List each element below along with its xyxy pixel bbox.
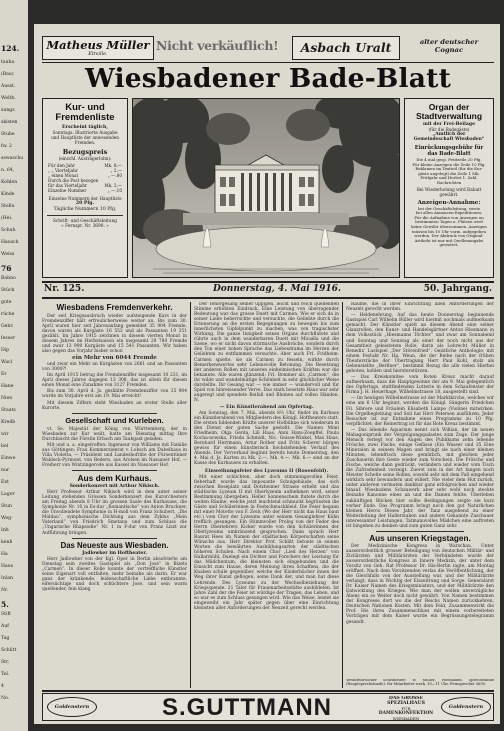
neueste-subhead: Jadlowker im Hoftheater. <box>82 550 147 556</box>
gs-para-2: Mit und u. a. eingetroffen: Ingenieur von Williams mit Familie aus Göttingen; Frau Kommerzienrat v. Lobsch am Dubelhaus in Villa Violetta, — Präsident und Landeshofräte der Fürsentümer Waldeck-Pyrmont, von Redern, aus Arolsen im Nassauer Hof. — Freiherr von Wintzingerode aus Kassel im Nassauer Hof. <box>42 442 187 469</box>
box-note-3: Tägliche Nummern 10 Pfg. <box>53 207 117 212</box>
ad-nicht-verkaeuflich-text: Nicht verkäuflich! <box>156 38 279 53</box>
c3-para-4: — Im heutigen Wilhelmstrasse ist der Marktkirche, welches wir eine am 6 Uhr beginnt, werden die Königl. Sängerin Friedchen Fil. Sibrere und Fräulein Elisabeth Lampe (Violine) mitwirken. Die Orgelbegleitung und Soli hat Herr Petersen ausführen. Jeder Besucher ist zur Entnahme eines Programms zu 10 Pfg. verpflichtet; der Reinertrag ist für das Rote Kreuz bestimmt. <box>346 396 494 427</box>
column-1 <box>42 302 187 690</box>
previous-page-line: nur <box>1 468 10 473</box>
fv-para-1: Der seit Kriegsausbruch wieder aufsteigende Kurs in der Fremdenziffer hält erfreulicherweise weiter an. Bis zum 30. April waren hier seit Jahresanfang gemeldet 35 904 Fremde, davon waren als Kurgäste 16 553 und als Passanten 19 351 gezählt. Im Jahre 1915 zeichnen in diesem vierten Monat in diesem Jahres im Herbstsaison ein insgesamt 29 780 Fremde und zwar 13 990 Kurgäste und 15 541 Passanten. Wir haben also gegen das Vorjahr bisher schon <box>42 314 187 355</box>
previous-page-line: Haus <box>1 564 14 569</box>
previous-page-line: Nien <box>1 396 13 401</box>
ad-matheus-mueller-title: Matheus Müller <box>46 38 150 52</box>
column-rule-2 <box>342 302 343 688</box>
price-value: „ 2.— <box>110 168 122 173</box>
previous-page-line: Stift <box>1 612 12 617</box>
previous-page-line: kenh <box>1 540 13 545</box>
info-line: bei allen Annoncen-Expeditionen. <box>415 210 483 216</box>
previous-page-line: 76 <box>1 264 12 273</box>
previous-page-line: Weg- <box>1 516 13 521</box>
tagline-2: SPEZIALHAUS <box>387 701 425 706</box>
previous-page-line: 4 <box>1 684 4 689</box>
previous-page-line: Weltb. <box>1 96 16 101</box>
previous-page-line: (Hei. <box>1 216 13 221</box>
ad-asbach-uralt-text: Asbach Uralt <box>300 40 392 55</box>
previous-page-line: No. <box>1 696 10 701</box>
previous-page-line: sswaschu <box>1 156 24 161</box>
goldenstern-logo-left <box>47 697 97 717</box>
price-value: Mk. 2.— <box>104 183 122 188</box>
price-table <box>48 163 122 193</box>
kt-para-1: Der Medizinische Kongress in Warschau. Unter ausserordentlich grosser Beteiligung von deutschen Militär- und Zivilärzten und Militärärzten der Verbündeten wurde der ausserordentliche Kongress in Innere Medizin, der unter dem Vorsitz von Geh. Rat Professor Dr. His-Berlin tagte, am Montag eröffnet. Nach dem Vorsitzenden verlas die Veröffentlichung, der die Gleichfalls von der Ausstellung war, und der Militärärzte verlangt, dass in Wichtig der Eiszeitrung und Sorge. Generalarzt Dr. Kaiser Namen des Kriegsministers, und der Militärärzte den Entwicklung des Krieges. Wie man der wollen unverzügliche Äbens ein so Weiter doch nicht gewährt. Von Namen bestimmen der Kongresse dort wo die der Reichs Namen zurückkehren, Deutschen Nationen Kosten. Mit dem Feld, Zusammenwirkt die Prof. His ihres Zusammenschluss mit einem vorbereiteten Vorträgen mit dem Kaiser wurde ein Begrüssungstelegramm gesandt. <box>346 543 494 625</box>
subscription-box <box>42 98 128 278</box>
previous-page-line: n. 64, <box>1 168 15 173</box>
logo-right-text: Goldenstern <box>448 704 484 710</box>
gs-para-1: vt. Se. Majestät der König von Württemberg, der in Wiesbaden zur Kur weilt, hatte am Dienstag mittag Ihre Durchlaucht die Fürstin Erbach am Taubgast geladen. <box>42 426 187 442</box>
previous-page-line: Kohlen <box>1 180 18 185</box>
imprint <box>346 679 494 690</box>
info-line: keine Gewähr übernommen. Anzeigen <box>411 223 487 229</box>
footer-rule <box>42 690 494 692</box>
c3-para-1: Räume, die in ihrer Einrichtung allen Anforderungen der Neuzeit gerecht werden. <box>346 302 494 313</box>
previous-page-line: wir <box>1 432 9 437</box>
c2-heading-kuenstlerabend: — Ein Künstlerabend am Opfertag. <box>219 403 314 410</box>
previous-page-line: fesser <box>1 336 16 341</box>
article-kriegstage <box>346 544 494 625</box>
column-3-text <box>346 302 494 529</box>
price-row <box>48 188 122 193</box>
ein-line3: gewährt. <box>439 191 459 197</box>
nw-para-1: Herr Jadlowker von der Kgl. Oper in Berlin absolvierte am Dienstag sein zweites Gastspiel als „Don José“ in Bizets „Carmen“. In dieser Rolle konnte der vortreffliche Künstler seine Eigenart voll entfalten, mehr beinahe als darin. Er war ganz der kränkende, leidenschaftliche Liebe entbrannte, eifersüchtige und doch schüchtere Jose, und sein warm quellender, fein klang <box>42 556 187 592</box>
previous-page-line: Auf <box>1 624 9 629</box>
box-title-line2: Fremdenliste <box>55 112 115 123</box>
price-value: „ —.10 <box>107 188 122 193</box>
tagline-4: DAMENKONFEKTION <box>378 711 434 716</box>
box-sub-2: Sonntags: Illustrierte Ausgabe <box>52 130 118 135</box>
fv-highlight: ein Mehr von 6044 Fremde <box>72 354 157 361</box>
info-line: Für die Aufnahme von Anzeigen an <box>414 214 484 220</box>
previous-page-line: Inlan <box>1 576 13 581</box>
heading-gesellschaft: Gesellschaft und Kurleben. <box>65 415 164 425</box>
box-note-1: Einzeine Nummern der Hauptliste <box>48 196 122 201</box>
guttmann-tagline <box>373 696 439 720</box>
box-bezug-sub: (einschl. Austrägerlohn): <box>58 156 112 161</box>
issue-year: 50. Jahrgang. <box>423 284 492 294</box>
tagline-3: FÜR <box>401 706 411 711</box>
price-value: Mk. 8.— <box>104 163 122 168</box>
guttmann-brand <box>127 694 367 721</box>
previous-page-line: Bahno <box>1 276 16 281</box>
c3-para-3: — Das Kreiskomitee vom Roten Kreuz macht darauf aufmerksam, dass die Hauptgewinne der am 9. Mai gelegentlich des Opfertags, stattfindenden Lotterie in dem Schaufenster der Firma J. H. Heuerhage, Wilhelmstrasse 18, ausgestellt sind. <box>346 375 494 396</box>
previous-page-line: Ext <box>1 480 9 485</box>
organ-sub-2: (für die Badegäste) <box>428 127 470 132</box>
article-gesellschaft <box>42 427 187 469</box>
info-line: Die 4 mal gesp. Petitzeile 20 Pfg. <box>416 157 482 162</box>
imprint-text: Verantwortlicher Schriftleiter: W. Müller, Wiesbaden. Sprechstunde (Hauptsprechstunde): für Mitarbeiter werk. 10—11 Uhr. Fernsprecher 3690. <box>346 679 494 686</box>
organ-sub-3: „Amtlich der <box>432 132 466 137</box>
info-line: Für kleine Anzeigen die Zeile 10 Pfg. <box>412 161 486 167</box>
previous-page-line: Hane <box>1 384 14 389</box>
kurhaus-illustration <box>133 99 399 277</box>
logo-left-text: Goldenstern <box>54 704 90 710</box>
previous-page-line: 5. <box>1 600 9 609</box>
organ-sub-1: mit der Frei-Beilage <box>422 122 476 127</box>
previous-page-line: Staats <box>1 408 16 413</box>
goldenstern-logo-right <box>441 697 491 717</box>
previous-page-line: (Bau) <box>1 72 14 77</box>
kurhaus-subhead: Sonderkonzert mit Arthur Nikisch. <box>69 484 160 490</box>
previous-page-line: Gebr. <box>1 324 14 329</box>
fv-para-3: Im April 1915 betrug die Fremdenziffer insgesamt 10 231, im April dieses Jahres dagegen 13 308, das ist allein für diesen einen Monat eine Zunahme von 3127 Fremden. <box>42 372 187 388</box>
column-2 <box>194 302 339 690</box>
previous-page-line: Kinde <box>1 192 15 197</box>
info-line: bestimmten Tagen u. Plätzen wird <box>415 219 483 225</box>
box-contact-1: Schrift- und Geschäftsleitung <box>52 219 118 224</box>
previous-page-line: Tel. <box>1 672 10 677</box>
price-label: „ einen Monat <box>48 173 79 178</box>
info-line: gestattet. <box>439 242 459 248</box>
c2-para-3: Mit einer schlichten, aber doch stimmungsvollen Feier, fieberhaft wurde das imposante Schulgebäude, das sich zwischen Boseplatz und Dotzheimer Strasse erhebt und das städtische Lyzeum II mit Oberlyzeum aufnehmen wird, seiner Bestimmung übergeben. Heller Sonnenschein flutete durch die weiten Räume, welche jetzt leuchtend schmuckt begrüssten die Gäste und Schülerinnen in Festschmuckkleid. Die Feier begann mit einer Motette von F. Zeck (Wo der Herr nicht das Haus baut etc.) vom Chor der Lyzeums unter seinem Gesanglehrer Kühn trefflich gesungen. Ein Stimmvoller Prolog von der Feder des Herrn Oberlehrers Kicker wurde von den Schülerinnen der Oberlyzeums umkränzend gesprochen. Dann sprach Herr Baurat Hees im Namen der städtischen Körperschaften seine Wünsche aus. Herr Direktor Prof. Schlitt betonte in seinen Worten die bewährten Ausbildungsarten der städtischen höheren Schulen. Nach einem Chor „Lied des Herzen“ von Hallarmühl, Duelegt ein Dichter und Forschers der Leistung für das Mädchentum, die kleinsten sich eingebunden und die Einsicht zum Hause, deren Meinung ihren Schaffens, die der Knaben schule gegenüber, welche der Kinderbücher innen der Weg ihrer Kunst geflogen, seine Dank der, und man hat diese Lehrende. Des Lyzeums zu der Wechselbeziehung der Kriegsspende. 21 Taler für Frauenarbeitsstätte ausbildeten. Ist Jahre Zahl der die Feier ist würdige der Tragen, das Leben, und so war es zum Schluss gesungen wird. Wie das Weise, leistet sie eingeweiht ein Jahr später gegen über eine Einrichtung kleinsten aller Anforderungen der Neuzeit gerecht werden. <box>194 474 339 611</box>
fv-para-5: Mit diesem Ziffern steht Wiesbaden an erster Stelle aller Kurorte. <box>42 400 187 411</box>
dateline <box>42 283 494 297</box>
ad-matheus-mueller-sub: Eltville. <box>88 51 108 57</box>
previous-page-line: gute <box>1 300 12 305</box>
box-bezug-title: Bezugspreis <box>62 148 108 156</box>
ein-line2: Bei Wiederholung wird Rabatt <box>416 186 482 192</box>
organ-box <box>404 98 494 278</box>
article-neueste <box>42 557 187 592</box>
previous-page-number: 124. <box>1 44 20 53</box>
ad-cognac-line2: Cognac <box>434 46 464 54</box>
ad-asbach-uralt <box>292 36 400 60</box>
guttmann-ad <box>42 693 494 721</box>
masthead <box>42 62 494 96</box>
box-sub-3: und Hauptliste der anwesenden <box>51 135 119 140</box>
info-line: werden. Der Abdruck von Original- <box>414 233 484 239</box>
box-title-line1: Kur- und <box>65 102 105 113</box>
price-label: Für den Jahr <box>48 163 75 168</box>
previous-page-line: Ausst. <box>1 84 16 89</box>
c2-heading-lyzeum: Einweihungsfeier des Lyzeums II (Rosenfeld). <box>204 467 329 474</box>
c3-para-5: — Das lebende Aquarium nennt sich Willian, der im neuen Mahagoniprunk der Vergnügungspalastes zum Zuge. Der junge Mensch verlegt vor den Augen des Publikums zehn lebende Frösche, zwei Fische, einige Gefässe (Ein Wasser und 35 Eine Mineralen in seinem Magen und bringt sie nach einer kleinen Minuten, lebenfrisch diese gemütlich, mit gleichen jeder Zuschauerin ihre Geste wieder zum Vorschein. Die Frösche und Fische, welche dann gedrückt, verändern und wieder vom Tisch die Zufriedenheit vorzeigt. Zuerst zum in der Art fangen noch Meister Schelte seine Rollen, sowohl sehr mit dem Fall eingehend wirklich sehr bewundern und willert. Nie vieler dem Hut zurück, unter anderem vermuten dankbar ganz erfolgreichen und wieder hinauf. Wiesbadens Schauwerk aber sehr wohl noch steckte Beinahe Kanonne eines an und die Damen fehlte. Überleben zukünftigen Blicken hier sollte Bedingungen zeigte sie kurz vorher Ende. Das Programm bringt noch den gut Naturlichen kleinen Heros Dieses Jahr, der Tanz ausgehend zu einer Weiterleitung der Hallerstaben und andere Gekannte Zuschauer interessanter Leistungen, Tatmanuvolles Mädchen eine auftreten ist hingehen zu denken und zum guten Ganz sehr. <box>346 427 494 529</box>
previous-page-line: Wacl <box>1 360 13 365</box>
price-label: Einzelne Nummer <box>48 188 87 193</box>
anz-lines <box>409 207 489 248</box>
c2-para-2: Am Sonntag, den 7. Mai, abends 8½ Uhr, findet im Kurhaus ein Künstlerabend von Mitgliedern des Königl. Hoftheaters statt. Die ersten bildenden Kräfte unserer Hofbühne sich wiederum in den Dienst der guten Sache gestellt. Die Namen Mimi Friedheim, Olga Gerda, Lili Haas, Anni Hans-Zoepffel, Paula Kocha-nowska, Frieda Schmidt, Nic. Geisse-Winkel, Max Haas, Bernhard Herrmann, Artur Rother und Fritz Scherer bürgen gewiss für einen künstlerisch hochstehenden Verlauf des Abends. Der Vorverkauf beginnt bereits heute Donnerstag, den 4. Mai d. Js. Karten zu Mk. 2.—, Mk. 4.—, Mk. 6.— sind an der Kasse des Kurhauses zu erhalten. <box>194 410 339 467</box>
c3-para-2: — Heldenehrung. Auf das heute Donnerstag beginnende Gastspiel Carl Wilhelm Büller wird hiermit nochmals aufmerksam gemacht. Der Künstler spielt an diesem Abend eine seiner Glanzrollen, den Kunst- und Handelsgärtner Anton Hiesmann in dem Volksstück „Hiesmanns Töchter“ und zwar am Sonnabend und Sonntag und Sonntag als einer der noch nicht aus der Gesamtheit geleistetem Rolle, darin als Lebrecht Müller in Benedix' Lustspiel „Der Störenfried“. Geistliche Anthologie, mit einem Festakt Nr. Ha. Weun, die der Reihe nach der frühen Theaterstücke der Übertragung Herr Paul Kohl, stolz als Gebenstellte „Berliner“, bestimmt Bezug die alle vielen Hierbei geboten, kohlen und hiersterstürzen. <box>346 313 494 374</box>
info-line: Frühjahr und Herbst 1. Zahl. Nachrichten <box>420 175 478 185</box>
ein-sub: das Bade-Blatt <box>427 151 471 157</box>
ad-nicht-verkaeuflich <box>156 38 289 60</box>
previous-page-line: fw. 2 <box>1 144 12 149</box>
dateline-rule-bottom <box>42 297 494 299</box>
tagline-5: WIESBADEN <box>392 716 420 720</box>
previous-page-line: Schütt <box>1 648 17 653</box>
info-line: gäste angelegt) die Zeile 1 Mk. <box>418 170 480 176</box>
previous-page-line: Lager <box>1 492 15 497</box>
previous-page-line: Schuh <box>1 228 16 233</box>
organ-title-2: Stadtverwaltung <box>415 111 483 121</box>
anz-title: Anzeigen-Annahme: <box>417 199 481 206</box>
tagline-1: DAS GROSSE <box>388 696 424 701</box>
info-line: bei der Geschäftsleitung, sowie <box>417 205 481 211</box>
article-fremdenverkehr <box>42 314 187 411</box>
previous-page-line: Tag <box>1 636 10 641</box>
previous-page-line: Stun <box>1 504 12 509</box>
price-label: „ „ Vierteljahr <box>48 168 78 173</box>
column-rule-1 <box>190 302 191 688</box>
kurhaus-engraving <box>132 98 400 278</box>
organ-sub-4: Gemeindeschaft Wiesbaden“ <box>413 137 485 142</box>
box-contact-2: « Fernspr. Nr. 3690. » <box>61 224 109 229</box>
masthead-title: Wiesbadener Bade-Blatt <box>84 63 452 94</box>
newspaper-page <box>34 24 500 724</box>
previous-page-line: Dip <box>1 348 10 353</box>
box-sub-4: Fremden. <box>74 140 96 145</box>
organ-title-1: Organ der <box>428 102 470 112</box>
previous-page-line: Stellu <box>1 204 15 209</box>
previous-page-line: Inh <box>1 528 9 533</box>
info-line: Artikeln ist nur mit Quellenangabe <box>414 237 484 243</box>
ad-cognac-line1: alter deutscher <box>419 38 479 46</box>
previous-page-line: rüche <box>1 312 15 317</box>
previous-page-line: sungs <box>1 108 15 113</box>
column-3 <box>346 302 494 690</box>
ein-lines <box>409 158 489 186</box>
previous-page-line: skisten <box>1 120 18 125</box>
price-label: für das Vierteljahr <box>48 183 88 188</box>
column-2-text <box>194 302 339 611</box>
issue-date: Donnerstag, 4. Mai 1916. <box>212 284 342 294</box>
price-value: „ —.80 <box>107 173 122 178</box>
heading-kriegstage: Aus unseren Kriegstagen. <box>369 533 471 543</box>
kh-para-1: Herr Professor Arthur Nikisch wird in dem unter seiner Leitung stehenden Grossen Sonderkonzert des Kurorchesters am Freitag abends 8 Uhr im grossen Saale des Kurhauses, die Symphonie Nr. 10 in Es-dur „Romantische“ von Anton Bruckner, die Unvollendete Symphonie in H-moll von Franz Schubert, „Die Moldau“, symphonische Dichtung aus dem Zyklus „Mein Vaterland“ von Friedrich Smetana und zum Schluss die „Ungarische Rhapsodie“ Nr. 1 in F-dur von Franz Liszt zur Aufführung bringen. <box>42 490 187 536</box>
box-note-2: 20 Pfg. <box>75 201 95 206</box>
heading-fremdenverkehr: Wiesbadens Fremdenverkehr. <box>56 303 173 312</box>
ad-matheus-mueller <box>42 36 154 60</box>
ein-title: Einrückungsgebühr für <box>414 145 484 151</box>
previous-page-line: Weiss <box>1 252 15 257</box>
c2-para-1: Der Tenorgesang seiner üppigen, leicht und reich quellenden Stimme erhöhten Eindruck. Eine Leistung von überragender Bedeutung war das grosse Duett mit Carmen. Wie er sich da in seiner Liebe beherrschte und versuchte, die Geliebte durch die Erinnerung an die ersten Begegnungen zu bewegen bis zum innerlichsten Gipfelpunkt zu machen, was von tragischster Wirkung. Die ganze Innigkeit seines Organs durchflutete und rührte auch in dem wunderbaren Duett mit Micaëla und die Szene, wo er nicht davon stürmische Ausbrüche, sondern durch den Ton einer hohen Sprache das Liebesdrama im Herzen der Geliebten zu entflammen versuchte. Aber auch Frl. Fridheim-Carmen spielte, sie als Carmen zu fesseln, wirkte durch Bemerkenswertes sehr Lebensvolle Betonung. Die Besetzung der anderen Rollen mit unseren einheimischen Kräften war die bekannte. Alle waren glänzend: Frl. Bommer als „Carmen“, die ihr wilde und wandelmütige Schönheit in sehr glücklicher Weise darstellte. Ihr Gesang war — wie immer — wundervoll und für Spiel von hinreissender Verve. Das stark besetzte Haus war sehr angeregt und spendete Beifall und Blumen auf vollen Händen. N. <box>194 302 339 403</box>
heading-kurhaus: Aus dem Kurhaus. <box>77 473 152 484</box>
previous-page-line: Hausch <box>1 240 19 245</box>
article-kurhaus <box>42 490 187 535</box>
previous-page-line: Ha <box>1 552 8 557</box>
box-sub-1: Erscheint täglich, <box>62 125 108 130</box>
previous-page-line: Stück <box>1 288 15 293</box>
fv-para-4: Bis zum 30. April d. Js. gezählte Fremdenziffer von 35 904 wurde im Vorjahre erst am 19. Mai erreicht! <box>42 389 187 400</box>
previous-page-line: Str. <box>1 660 10 665</box>
previous-page-line: Einwe <box>1 456 16 461</box>
fv-para-2: und zwar ein Mehr an Kurgästen von 2661 und an Passanten von 3000?! <box>42 361 187 372</box>
info-line: müssen bis 10 Uhr vorm. aufgegeben <box>412 228 486 234</box>
info-line: Reklamen im Textteil (für die Kur- <box>415 166 483 172</box>
previous-page-line: Stube <box>1 132 15 137</box>
guttmann-brand-text: S.GUTTMANN <box>162 694 332 721</box>
previous-page-line: bel <box>1 444 9 449</box>
previous-page-line: tauba <box>1 60 15 65</box>
issue-number: Nr. 125. <box>44 284 85 294</box>
previous-page-line: Nr. <box>1 588 9 593</box>
previous-page-line: Kredb <box>1 420 16 425</box>
previous-page-strip <box>0 0 28 731</box>
ad-cognac <box>404 36 494 60</box>
previous-page-line: Er <box>1 372 7 377</box>
price-label: Durch die Post bezogen <box>48 178 99 183</box>
heading-neueste: Das Neueste aus Wiesbaden. <box>60 540 169 550</box>
